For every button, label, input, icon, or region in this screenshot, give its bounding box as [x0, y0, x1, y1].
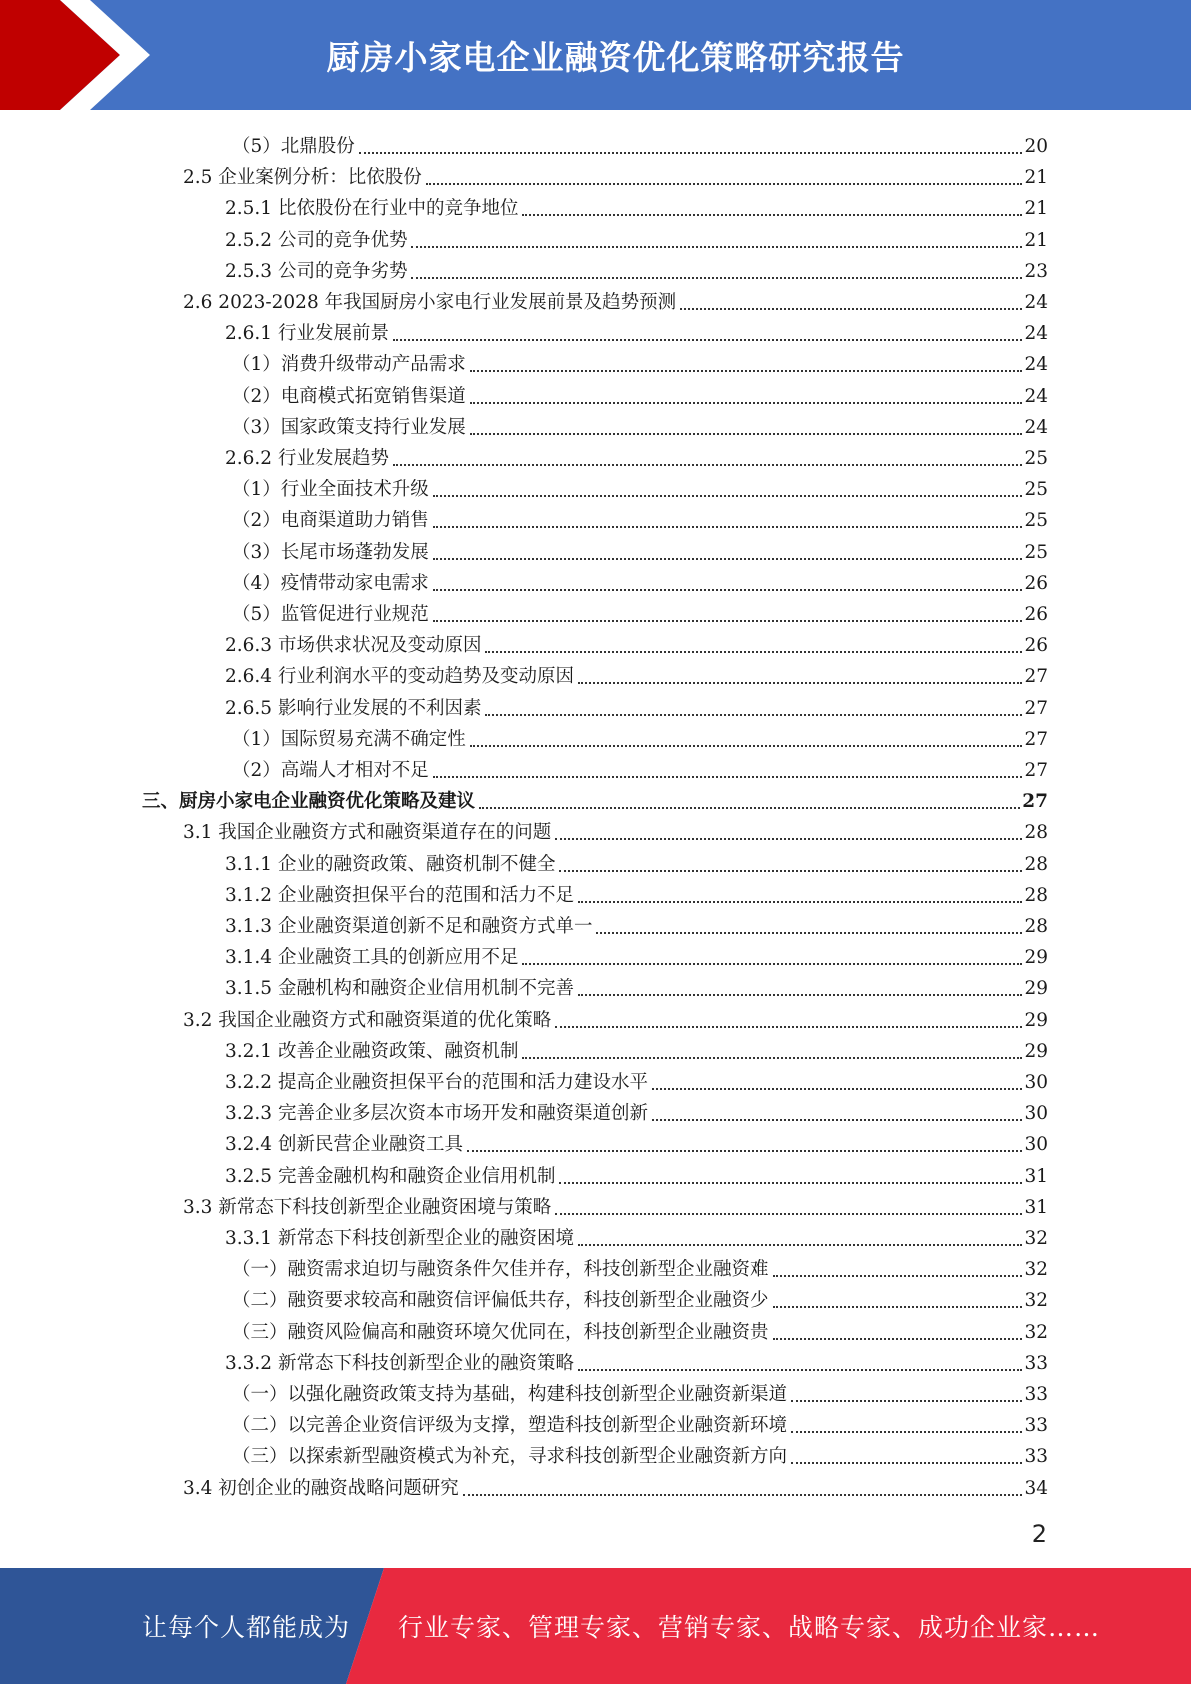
toc-entry-label: 3.2.5 完善金融机构和融资企业信用机制 [225, 1165, 556, 1187]
toc-entry[interactable] [232, 1282, 1048, 1313]
toc-entry[interactable] [225, 627, 1048, 658]
toc-entry[interactable] [225, 315, 1048, 346]
toc-dot-leader [578, 1369, 1022, 1371]
toc-entry[interactable] [183, 814, 1048, 845]
toc-dot-leader [470, 402, 1023, 404]
toc-entry-label: 3.2.4 创新民营企业融资工具 [225, 1134, 463, 1156]
toc-entry-label: 三、厨房小家电企业融资优化策略及建议 [142, 791, 476, 813]
toc-entry-page: 24 [1024, 354, 1048, 376]
toc-entry-page: 28 [1024, 916, 1048, 937]
toc-dot-leader [463, 1494, 1023, 1496]
toc-dot-leader [433, 526, 1023, 528]
toc-entry[interactable] [232, 471, 1048, 502]
toc-dot-leader [680, 308, 1022, 310]
toc-entry-page: 30 [1024, 1072, 1048, 1093]
toc-dot-leader [433, 589, 1023, 591]
toc-dot-leader [467, 1150, 1022, 1152]
toc-dot-leader [791, 1400, 1022, 1402]
toc-entry-label: 3.2 我国企业融资方式和融资渠道的优化策略 [183, 1009, 552, 1031]
toc-dot-leader [791, 1462, 1022, 1464]
toc-entry[interactable] [183, 1002, 1048, 1033]
toc-entry-page: 31 [1024, 1196, 1048, 1218]
toc-dot-leader [596, 932, 1022, 934]
toc-entry[interactable] [183, 1470, 1048, 1501]
toc-entry-page: 29 [1024, 1040, 1048, 1062]
toc-entry[interactable] [232, 534, 1048, 565]
toc-entry[interactable] [225, 877, 1048, 908]
toc-dot-leader [433, 776, 1023, 778]
toc-dot-leader [578, 994, 1022, 996]
toc-entry-label: （2）高端人才相对不足 [232, 760, 429, 781]
toc-entry-page: 24 [1024, 385, 1048, 407]
toc-entry[interactable] [225, 222, 1048, 253]
toc-entry-page: 33 [1024, 1352, 1048, 1374]
toc-dot-leader [479, 807, 1020, 809]
toc-entry-label: 3.1.2 企业融资担保平台的范围和活力不足 [225, 884, 574, 906]
toc-entry[interactable] [232, 346, 1048, 377]
toc-entry-label: 3.3.1 新常态下科技创新型企业的融资困境 [225, 1228, 574, 1249]
toc-entry-page: 24 [1024, 292, 1048, 313]
toc-dot-leader [359, 152, 1023, 154]
toc-entry[interactable] [225, 1033, 1048, 1064]
toc-entry-label: （三）融资风险偏高和融资环境欠优同在，科技创新型企业融资贵 [232, 1321, 769, 1343]
toc-entry-label: （2）电商模式拓宽销售渠道 [232, 385, 466, 407]
toc-dot-leader [652, 1088, 1022, 1090]
toc-entry-label: 3.3 新常态下科技创新型企业融资困境与策略 [183, 1196, 552, 1218]
toc-dot-leader [470, 745, 1023, 747]
toc-entry-page: 26 [1024, 635, 1048, 657]
toc-entry-page: 30 [1024, 1103, 1048, 1125]
toc-entry[interactable] [225, 939, 1048, 970]
toc-entry[interactable] [225, 440, 1048, 471]
toc-entry[interactable] [232, 1314, 1048, 1345]
toc-dot-leader [485, 714, 1022, 716]
toc-dot-leader [522, 963, 1022, 965]
toc-dot-leader [411, 277, 1022, 279]
page-header [0, 0, 1191, 110]
toc-entry[interactable] [183, 1189, 1048, 1220]
toc-dot-leader [578, 901, 1022, 903]
toc-entry-label: （二）以完善企业资信评级为支撑，塑造科技创新型企业融资新环境 [232, 1415, 788, 1437]
footer-slogan-right: 行业专家、管理专家、营销专家、战略专家、成功企业家…… [398, 1613, 1101, 1642]
toc-entry-label: （1）国际贸易充满不确定性 [232, 728, 466, 750]
toc-dot-leader [578, 1244, 1022, 1246]
toc-entry-page: 27 [1024, 760, 1048, 781]
toc-entry-label: 2.6.3 市场供求状况及变动原因 [225, 635, 482, 657]
toc-dot-leader [433, 620, 1023, 622]
toc-entry-label: 3.1 我国企业融资方式和融资渠道存在的问题 [183, 822, 552, 844]
toc-dot-leader [470, 370, 1023, 372]
toc-entry[interactable] [225, 1095, 1048, 1126]
toc-dot-leader [433, 558, 1023, 560]
toc-entry-page: 28 [1024, 822, 1048, 844]
toc-entry[interactable] [225, 1220, 1048, 1251]
toc-entry[interactable] [225, 190, 1048, 221]
toc-entry-page: 32 [1024, 1259, 1048, 1281]
toc-dot-leader [773, 1306, 1023, 1308]
toc-entry-label: 2.6.2 行业发展趋势 [225, 448, 389, 469]
toc-entry-page: 29 [1024, 978, 1048, 1000]
toc-entry[interactable] [225, 690, 1048, 721]
toc-entry-label: 3.1.4 企业融资工具的创新应用不足 [225, 947, 519, 969]
toc-entry-page: 34 [1024, 1477, 1048, 1499]
toc-entry-label: 2.5.2 公司的竞争优势 [225, 229, 408, 251]
toc-dot-leader [522, 214, 1022, 216]
toc-entry[interactable] [183, 159, 1048, 190]
toc-dot-leader [485, 651, 1022, 653]
toc-entry-label: 3.2.2 提高企业融资担保平台的范围和活力建设水平 [225, 1072, 648, 1093]
toc-entry[interactable] [232, 565, 1048, 596]
toc-entry-page: 32 [1024, 1290, 1048, 1312]
toc-entry-label: 3.1.5 金融机构和融资企业信用机制不完善 [225, 978, 574, 1000]
toc-entry[interactable] [232, 128, 1048, 159]
toc-entry-label: 2.6.1 行业发展前景 [225, 323, 389, 345]
toc-dot-leader [791, 1431, 1022, 1433]
toc-entry-page: 33 [1024, 1384, 1048, 1405]
toc-entry[interactable] [232, 1251, 1048, 1282]
page-number: 2 [1031, 1520, 1047, 1548]
toc-entry[interactable] [232, 1407, 1048, 1438]
toc-dot-leader [470, 433, 1023, 435]
header-arrow-shape [0, 0, 150, 110]
toc-entry-page: 29 [1024, 947, 1048, 969]
toc-entry-label: 3.1.3 企业融资渠道创新不足和融资方式单一 [225, 916, 593, 937]
toc-entry-label: （2）电商渠道助力销售 [232, 510, 429, 532]
toc-dot-leader [555, 838, 1022, 840]
toc-entry-label: 2.5 企业案例分析：比依股份 [183, 167, 422, 189]
toc-entry[interactable] [232, 721, 1048, 752]
toc-entry-label: 3.2.3 完善企业多层次资本市场开发和融资渠道创新 [225, 1103, 648, 1125]
toc-dot-leader [555, 1213, 1022, 1215]
toc-dot-leader [433, 495, 1023, 497]
toc-entry[interactable] [225, 1126, 1048, 1157]
toc-entry-label: （4）疫情带动家电需求 [232, 572, 429, 594]
toc-entry-label: 3.2.1 改善企业融资政策、融资机制 [225, 1040, 519, 1062]
toc-dot-leader [426, 183, 1023, 185]
toc-entry-label: （5）北鼎股份 [232, 136, 355, 157]
toc-entry[interactable] [232, 378, 1048, 409]
toc-entry-label: （1）消费升级带动产品需求 [232, 354, 466, 376]
toc-dot-leader [559, 1182, 1022, 1184]
toc-entry-label: 3.3.2 新常态下科技创新型企业的融资策略 [225, 1352, 574, 1374]
toc-entry[interactable] [225, 908, 1048, 939]
toc-entry-page: 25 [1024, 510, 1048, 532]
toc-dot-leader [773, 1338, 1023, 1340]
toc-dot-leader [773, 1275, 1023, 1277]
toc-entry-label: 2.5.1 比依股份在行业中的竞争地位 [225, 198, 519, 220]
toc-entry-page: 26 [1024, 572, 1048, 594]
toc-entry-label: （1）行业全面技术升级 [232, 479, 429, 501]
toc-entry-label: 3.1.1 企业的融资政策、融资机制不健全 [225, 853, 556, 875]
page-footer [0, 1568, 1191, 1684]
toc-dot-leader [522, 1057, 1022, 1059]
toc-entry-page: 21 [1024, 167, 1048, 189]
toc-entry[interactable] [232, 752, 1048, 783]
toc-entry-page: 27 [1024, 666, 1048, 688]
toc-entry-label: 2.6 2023-2028 年我国厨房小家电行业发展前景及趋势预测 [183, 292, 677, 313]
toc-entry-page: 20 [1024, 136, 1048, 157]
toc-entry-label: 2.6.5 影响行业发展的不利因素 [225, 697, 482, 719]
toc-entry[interactable] [225, 1064, 1048, 1095]
toc-entry-page: 30 [1024, 1134, 1048, 1156]
toc-entry[interactable] [142, 783, 1048, 814]
toc-dot-leader [578, 682, 1022, 684]
toc-entry-label: （3）长尾市场蓬勃发展 [232, 541, 429, 563]
toc-entry[interactable] [232, 1376, 1048, 1407]
toc-dot-leader [411, 246, 1022, 248]
toc-entry-page: 25 [1024, 448, 1048, 469]
toc-entry[interactable] [225, 1158, 1048, 1189]
document-title: 厨房小家电企业融资优化策略研究报告 [326, 37, 905, 77]
toc-entry-label: 2.6.4 行业利润水平的变动趋势及变动原因 [225, 666, 574, 688]
toc-entry-page: 21 [1024, 198, 1048, 220]
toc-entry-page: 29 [1024, 1009, 1048, 1031]
toc-entry-label: （一）以强化融资政策支持为基础，构建科技创新型企业融资新渠道 [232, 1384, 788, 1405]
toc-entry-page: 32 [1024, 1228, 1048, 1249]
toc-entry-page: 27 [1022, 791, 1048, 813]
toc-entry-label: （一）融资需求迫切与融资条件欠佳并存，科技创新型企业融资难 [232, 1259, 769, 1281]
toc-entry[interactable] [232, 502, 1048, 533]
toc-entry-page: 33 [1024, 1415, 1048, 1437]
toc-dot-leader [393, 464, 1022, 466]
toc-entry-page: 31 [1024, 1165, 1048, 1187]
toc-entry-page: 26 [1024, 604, 1048, 625]
toc-dot-leader [559, 870, 1022, 872]
toc-entry[interactable] [232, 409, 1048, 440]
toc-entry-page: 27 [1024, 697, 1048, 719]
toc-entry[interactable] [225, 658, 1048, 689]
toc-entry-page: 28 [1024, 884, 1048, 906]
toc-entry-label: （二）融资要求较高和融资信评偏低共存，科技创新型企业融资少 [232, 1290, 769, 1312]
toc-entry-page: 25 [1024, 541, 1048, 563]
toc-entry[interactable] [225, 846, 1048, 877]
toc-entry-label: （3）国家政策支持行业发展 [232, 416, 466, 438]
toc-dot-leader [393, 339, 1022, 341]
toc-entry-label: 2.5.3 公司的竞争劣势 [225, 260, 408, 282]
toc-entry-page: 32 [1024, 1321, 1048, 1343]
toc-entry-page: 25 [1024, 479, 1048, 501]
toc-entry-page: 33 [1024, 1446, 1048, 1468]
toc-entry[interactable] [225, 970, 1048, 1001]
toc-entry-page: 23 [1024, 260, 1048, 282]
toc-entry-page: 28 [1024, 853, 1048, 875]
toc-entry-page: 21 [1024, 229, 1048, 251]
toc-entry[interactable] [183, 284, 1048, 315]
toc-entry[interactable] [225, 1345, 1048, 1376]
toc-entry-page: 24 [1024, 416, 1048, 438]
toc-entry-label: 3.4 初创企业的融资战略问题研究 [183, 1477, 459, 1499]
toc-entry-page: 24 [1024, 323, 1048, 345]
toc-entry-label: （三）以探索新型融资模式为补充，寻求科技创新型企业融资新方向 [232, 1446, 788, 1468]
toc-entry[interactable] [225, 253, 1048, 284]
toc-entry-page: 27 [1024, 728, 1048, 750]
footer-slogan-left: 让每个人都能成为 [142, 1613, 351, 1642]
toc-entry[interactable] [232, 1438, 1048, 1469]
toc-entry-label: （5）监管促进行业规范 [232, 604, 429, 625]
toc-dot-leader [555, 1026, 1022, 1028]
toc-entry[interactable] [232, 596, 1048, 627]
toc-dot-leader [652, 1119, 1022, 1121]
